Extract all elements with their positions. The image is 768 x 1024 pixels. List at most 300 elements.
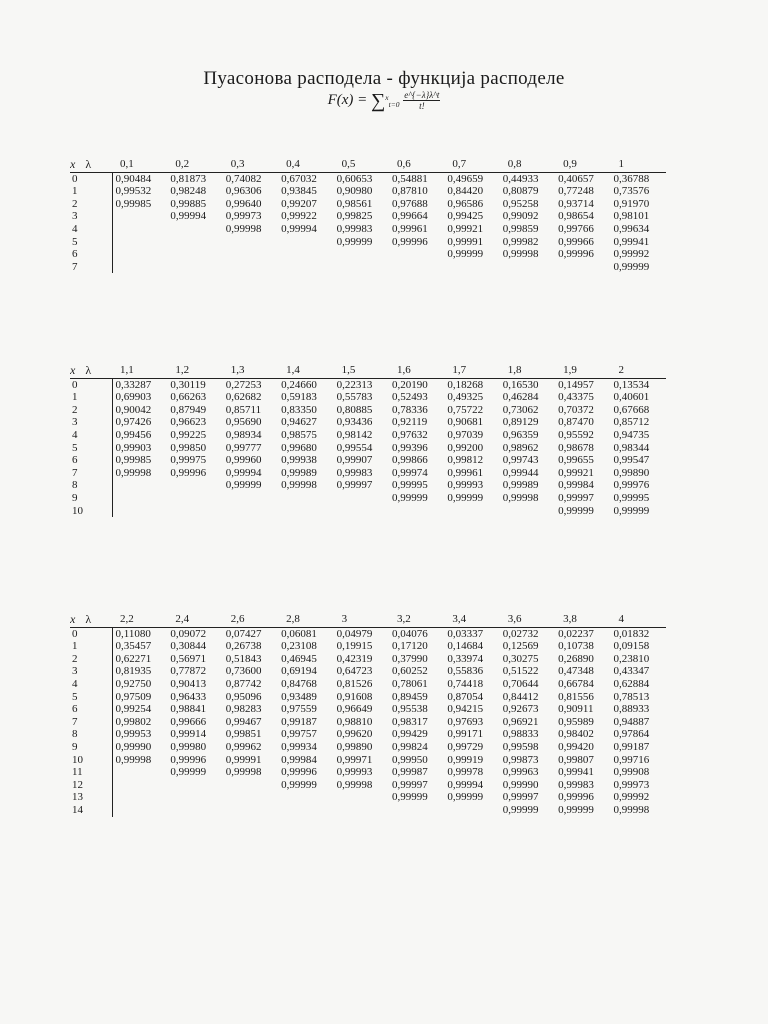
probability-cell: 0,99999 bbox=[281, 778, 317, 791]
probability-cell bbox=[167, 261, 222, 274]
probability-cell: 0,83350 bbox=[281, 403, 317, 416]
x-value: 13 bbox=[70, 791, 112, 804]
probability-cell: 0,99998 bbox=[281, 479, 317, 492]
probability-cell: 0,33974 bbox=[447, 652, 484, 665]
probability-cell: 0,78513 bbox=[613, 690, 650, 703]
probability-cell: 0,99974 bbox=[391, 466, 428, 479]
probability-cell: 0,78336 bbox=[391, 403, 428, 416]
probability-cell bbox=[334, 804, 389, 817]
probability-cell: 0,99187 bbox=[281, 715, 317, 728]
probability-cell: 0,99547 bbox=[613, 454, 650, 467]
probability-cell: 0,98344 bbox=[613, 441, 650, 454]
probability-cell: 0,46945 bbox=[281, 652, 317, 665]
probability-cell: 0,99989 bbox=[281, 466, 317, 479]
sum-lower-limit: t=0 bbox=[388, 99, 400, 109]
probability-cell: 0,99532 bbox=[115, 185, 152, 198]
lambda-header: 0,5 bbox=[334, 158, 389, 172]
probability-cell: 0,55836 bbox=[447, 665, 484, 678]
lambda-header: 0,8 bbox=[500, 158, 555, 172]
table-row bbox=[70, 627, 666, 640]
x-value: 0 bbox=[70, 378, 112, 391]
probability-cell: 0,90911 bbox=[558, 703, 594, 716]
probability-cell: 0,99983 bbox=[336, 466, 373, 479]
poisson-table-1 bbox=[70, 158, 666, 273]
probability-cell: 0,73576 bbox=[613, 185, 650, 198]
probability-cell bbox=[223, 236, 278, 249]
probability-cell: 0,99092 bbox=[502, 210, 539, 223]
probability-cell: 0,67032 bbox=[281, 172, 317, 185]
probability-cell bbox=[334, 261, 389, 274]
poisson-cdf-table bbox=[70, 613, 666, 817]
poisson-table-2 bbox=[70, 364, 666, 517]
x-value: 1 bbox=[70, 185, 112, 198]
probability-cell bbox=[167, 505, 222, 518]
probability-cell bbox=[223, 804, 278, 817]
probability-cell: 0,73062 bbox=[502, 403, 539, 416]
probability-cell: 0,99961 bbox=[447, 466, 484, 479]
probability-cell: 0,98810 bbox=[336, 715, 373, 728]
probability-cell bbox=[223, 248, 278, 261]
probability-cell: 0,99973 bbox=[613, 778, 650, 791]
probability-cell: 0,27253 bbox=[225, 378, 262, 391]
lambda-header: 3,2 bbox=[389, 613, 444, 627]
x-value: 0 bbox=[70, 627, 112, 640]
probability-cell: 0,96306 bbox=[225, 185, 262, 198]
formula-numerator: e^{−λ}λ^t bbox=[404, 90, 440, 101]
table-row bbox=[70, 492, 666, 505]
lambda-header: 0,3 bbox=[223, 158, 278, 172]
probability-cell: 0,81935 bbox=[115, 665, 152, 678]
probability-cell: 0,99994 bbox=[170, 210, 207, 223]
probability-cell: 0,98142 bbox=[336, 428, 373, 441]
x-value: 1 bbox=[70, 391, 112, 404]
probability-cell: 0,97039 bbox=[447, 428, 484, 441]
probability-cell: 0,99999 bbox=[225, 479, 262, 492]
cdf-formula bbox=[0, 90, 768, 113]
probability-cell: 0,99921 bbox=[558, 466, 594, 479]
probability-cell: 0,99984 bbox=[558, 479, 594, 492]
probability-cell: 0,93489 bbox=[281, 690, 317, 703]
probability-cell: 0,62682 bbox=[225, 391, 262, 404]
formula-lhs: F(x) = bbox=[327, 92, 368, 108]
probability-cell: 0,93714 bbox=[558, 197, 594, 210]
probability-cell: 0,62884 bbox=[613, 677, 650, 690]
probability-cell: 0,99866 bbox=[391, 454, 428, 467]
sum-symbol: ∑ bbox=[371, 90, 386, 112]
probability-cell: 0,99885 bbox=[170, 197, 207, 210]
probability-cell bbox=[112, 505, 167, 518]
x-value: 11 bbox=[70, 766, 112, 779]
probability-cell bbox=[167, 248, 222, 261]
header-row bbox=[70, 613, 666, 627]
probability-cell: 0,99999 bbox=[336, 235, 373, 248]
probability-cell: 0,84768 bbox=[281, 677, 317, 690]
x-value: 12 bbox=[70, 779, 112, 792]
probability-cell: 0,99666 bbox=[170, 715, 207, 728]
probability-cell: 0,99999 bbox=[558, 803, 594, 816]
x-value: 9 bbox=[70, 492, 112, 505]
probability-cell: 0,02732 bbox=[502, 627, 539, 640]
x-symbol: x bbox=[70, 158, 76, 171]
probability-cell: 0,99873 bbox=[502, 753, 539, 766]
x-value: 4 bbox=[70, 223, 112, 236]
x-value: 8 bbox=[70, 728, 112, 741]
x-value: 10 bbox=[70, 505, 112, 518]
probability-cell: 0,99996 bbox=[558, 248, 594, 261]
probability-cell: 0,80885 bbox=[336, 403, 373, 416]
probability-cell: 0,99999 bbox=[447, 791, 484, 804]
header-row bbox=[70, 364, 666, 378]
probability-cell: 0,99655 bbox=[558, 454, 594, 467]
probability-cell: 0,99200 bbox=[447, 441, 484, 454]
probability-cell: 0,99396 bbox=[391, 441, 428, 454]
probability-cell bbox=[112, 766, 167, 779]
probability-cell: 0,94215 bbox=[447, 703, 484, 716]
lambda-header: 0,4 bbox=[278, 158, 333, 172]
probability-cell: 0,97688 bbox=[391, 197, 428, 210]
probability-cell: 0,01832 bbox=[613, 627, 650, 640]
table-row bbox=[70, 640, 666, 653]
page-title: Пуасонова расподела - функција расподеле bbox=[203, 68, 565, 89]
probability-cell: 0,92750 bbox=[115, 677, 152, 690]
probability-cell: 0,99425 bbox=[447, 210, 484, 223]
probability-cell: 0,99716 bbox=[613, 753, 650, 766]
probability-cell: 0,03337 bbox=[447, 627, 484, 640]
probability-cell: 0,84420 bbox=[447, 185, 484, 198]
probability-cell: 0,99962 bbox=[225, 740, 262, 753]
probability-cell: 0,99999 bbox=[613, 504, 650, 517]
probability-cell bbox=[167, 223, 222, 236]
table-row bbox=[70, 505, 666, 518]
x-value: 14 bbox=[70, 804, 112, 817]
probability-cell: 0,35457 bbox=[115, 640, 152, 653]
probability-cell: 0,81873 bbox=[170, 172, 207, 185]
probability-cell: 0,17120 bbox=[391, 640, 428, 653]
probability-cell: 0,99953 bbox=[115, 728, 152, 741]
x-value: 2 bbox=[70, 198, 112, 211]
probability-cell: 0,42319 bbox=[336, 652, 373, 665]
probability-cell: 0,90484 bbox=[115, 172, 152, 185]
probability-cell: 0,99997 bbox=[336, 479, 373, 492]
probability-cell: 0,99999 bbox=[447, 491, 484, 504]
table-row bbox=[70, 779, 666, 792]
table-row bbox=[70, 467, 666, 480]
probability-cell: 0,96921 bbox=[502, 715, 539, 728]
table-row bbox=[70, 653, 666, 666]
probability-cell: 0,99975 bbox=[170, 454, 207, 467]
probability-cell: 0,99998 bbox=[613, 803, 650, 816]
probability-cell: 0,14684 bbox=[447, 640, 484, 653]
x-value: 1 bbox=[70, 640, 112, 653]
probability-cell: 0,99908 bbox=[613, 766, 650, 779]
lambda-header: 2,6 bbox=[223, 613, 278, 627]
lambda-header: 1,4 bbox=[278, 364, 333, 378]
header-row bbox=[70, 158, 666, 172]
probability-cell: 0,91970 bbox=[613, 197, 650, 210]
probability-cell: 0,97632 bbox=[391, 428, 428, 441]
probability-cell: 0,99812 bbox=[447, 454, 484, 467]
table-row bbox=[70, 691, 666, 704]
x-symbol: x bbox=[70, 364, 76, 377]
probability-cell: 0,99743 bbox=[502, 454, 539, 467]
probability-cell: 0,99998 bbox=[502, 491, 539, 504]
lambda-header: 1,2 bbox=[167, 364, 222, 378]
probability-cell: 0,91608 bbox=[336, 690, 373, 703]
probability-cell: 0,99999 bbox=[613, 260, 650, 273]
probability-cell: 0,98317 bbox=[391, 715, 428, 728]
lambda-header: 0,2 bbox=[167, 158, 222, 172]
probability-cell: 0,94627 bbox=[281, 416, 317, 429]
probability-cell bbox=[389, 804, 444, 817]
probability-cell: 0,99554 bbox=[336, 441, 373, 454]
x-value: 7 bbox=[70, 716, 112, 729]
probability-cell: 0,30844 bbox=[170, 640, 207, 653]
probability-cell: 0,99998 bbox=[225, 766, 262, 779]
probability-cell: 0,75722 bbox=[447, 403, 484, 416]
probability-cell: 0,09158 bbox=[613, 640, 650, 653]
probability-cell: 0,23108 bbox=[281, 640, 317, 653]
x-value: 6 bbox=[70, 703, 112, 716]
probability-cell: 0,99995 bbox=[391, 479, 428, 492]
probability-cell bbox=[112, 791, 167, 804]
x-value: 2 bbox=[70, 404, 112, 417]
probability-cell: 0,98841 bbox=[170, 703, 207, 716]
probability-cell: 0,99994 bbox=[281, 222, 317, 235]
probability-cell: 0,99171 bbox=[447, 728, 484, 741]
probability-cell bbox=[334, 492, 389, 505]
probability-cell: 0,60252 bbox=[391, 665, 428, 678]
probability-cell: 0,78061 bbox=[391, 677, 428, 690]
probability-cell: 0,99807 bbox=[558, 753, 594, 766]
probability-cell: 0,99998 bbox=[336, 778, 373, 791]
probability-cell: 0,26738 bbox=[225, 640, 262, 653]
probability-cell: 0,26890 bbox=[558, 652, 594, 665]
probability-cell bbox=[444, 804, 499, 817]
probability-cell: 0,99187 bbox=[613, 740, 650, 753]
probability-cell: 0,99999 bbox=[391, 791, 428, 804]
probability-cell: 0,85711 bbox=[225, 403, 262, 416]
probability-cell: 0,99944 bbox=[502, 466, 539, 479]
probability-cell: 0,10738 bbox=[558, 640, 594, 653]
probability-cell: 0,09072 bbox=[170, 627, 207, 640]
probability-cell: 0,40657 bbox=[558, 172, 594, 185]
probability-cell: 0,89459 bbox=[391, 690, 428, 703]
probability-cell: 0,99777 bbox=[225, 441, 262, 454]
table-row bbox=[70, 223, 666, 236]
table-row bbox=[70, 391, 666, 404]
probability-cell: 0,99919 bbox=[447, 753, 484, 766]
probability-cell: 0,99921 bbox=[447, 222, 484, 235]
lambda-symbol: λ bbox=[85, 364, 92, 377]
probability-cell: 0,51843 bbox=[225, 652, 262, 665]
lambda-header: 0,1 bbox=[112, 158, 167, 172]
probability-cell: 0,99994 bbox=[447, 778, 484, 791]
x-value: 10 bbox=[70, 754, 112, 767]
probability-cell: 0,99963 bbox=[502, 766, 539, 779]
probability-cell bbox=[223, 779, 278, 792]
probability-cell: 0,04076 bbox=[391, 627, 428, 640]
probability-cell: 0,99996 bbox=[281, 766, 317, 779]
probability-cell: 0,99996 bbox=[391, 235, 428, 248]
probability-cell: 0,99907 bbox=[336, 454, 373, 467]
probability-cell: 0,62271 bbox=[115, 652, 152, 665]
probability-cell: 0,95096 bbox=[225, 690, 262, 703]
probability-cell: 0,96586 bbox=[447, 197, 484, 210]
x-value: 0 bbox=[70, 172, 112, 185]
x-value: 6 bbox=[70, 248, 112, 261]
x-value: 3 bbox=[70, 665, 112, 678]
probability-cell: 0,33287 bbox=[115, 378, 152, 391]
probability-cell bbox=[500, 261, 555, 274]
probability-cell: 0,99990 bbox=[502, 778, 539, 791]
probability-cell: 0,69194 bbox=[281, 665, 317, 678]
table-row bbox=[70, 454, 666, 467]
probability-cell bbox=[223, 492, 278, 505]
table-row bbox=[70, 248, 666, 261]
probability-cell: 0,98575 bbox=[281, 428, 317, 441]
lambda-header: 0,9 bbox=[555, 158, 610, 172]
probability-cell: 0,99960 bbox=[225, 454, 262, 467]
probability-cell bbox=[223, 791, 278, 804]
table-row bbox=[70, 766, 666, 779]
table-row bbox=[70, 236, 666, 249]
probability-cell bbox=[167, 479, 222, 492]
probability-cell: 0,85712 bbox=[613, 416, 650, 429]
probability-cell: 0,77872 bbox=[170, 665, 207, 678]
probability-cell: 0,96623 bbox=[170, 416, 207, 429]
probability-cell: 0,11080 bbox=[115, 627, 151, 640]
probability-cell: 0,70372 bbox=[558, 403, 594, 416]
probability-cell: 0,99420 bbox=[558, 740, 594, 753]
probability-cell: 0,99995 bbox=[613, 491, 650, 504]
probability-cell: 0,99991 bbox=[447, 235, 484, 248]
probability-cell: 0,99941 bbox=[613, 235, 650, 248]
table-row bbox=[70, 716, 666, 729]
probability-cell: 0,02237 bbox=[558, 627, 594, 640]
lambda-header: 1,5 bbox=[334, 364, 389, 378]
probability-cell: 0,04979 bbox=[336, 627, 373, 640]
probability-cell bbox=[112, 261, 167, 274]
table-row bbox=[70, 404, 666, 417]
probability-cell: 0,99824 bbox=[391, 740, 428, 753]
probability-cell: 0,95690 bbox=[225, 416, 262, 429]
probability-cell: 0,36788 bbox=[613, 172, 650, 185]
probability-cell: 0,99456 bbox=[115, 428, 152, 441]
probability-cell: 0,99467 bbox=[225, 715, 262, 728]
probability-cell: 0,98654 bbox=[558, 210, 594, 223]
probability-cell: 0,07427 bbox=[225, 627, 262, 640]
probability-cell: 0,84412 bbox=[502, 690, 539, 703]
probability-cell bbox=[500, 505, 555, 518]
probability-cell: 0,99993 bbox=[447, 479, 484, 492]
probability-cell: 0,99254 bbox=[115, 703, 152, 716]
probability-cell: 0,99859 bbox=[502, 222, 539, 235]
probability-cell: 0,99680 bbox=[281, 441, 317, 454]
probability-cell: 0,97693 bbox=[447, 715, 484, 728]
x-value: 9 bbox=[70, 741, 112, 754]
probability-cell: 0,87742 bbox=[225, 677, 262, 690]
probability-cell: 0,20190 bbox=[391, 378, 428, 391]
probability-cell: 0,99802 bbox=[115, 715, 152, 728]
probability-cell: 0,81526 bbox=[336, 677, 373, 690]
table-row bbox=[70, 665, 666, 678]
probability-cell: 0,99850 bbox=[170, 441, 207, 454]
probability-cell: 0,99825 bbox=[336, 210, 373, 223]
probability-cell: 0,98283 bbox=[225, 703, 262, 716]
probability-cell: 0,80879 bbox=[502, 185, 539, 198]
x-value: 5 bbox=[70, 691, 112, 704]
lambda-header: 4 bbox=[611, 613, 666, 627]
probability-cell: 0,87470 bbox=[558, 416, 594, 429]
probability-cell: 0,98101 bbox=[613, 210, 650, 223]
probability-cell: 0,99998 bbox=[225, 222, 262, 235]
table-row bbox=[70, 261, 666, 274]
probability-cell bbox=[167, 779, 222, 792]
probability-cell bbox=[167, 804, 222, 817]
table-row bbox=[70, 703, 666, 716]
probability-cell: 0,95258 bbox=[502, 197, 539, 210]
probability-cell bbox=[389, 505, 444, 518]
probability-cell: 0,88933 bbox=[613, 703, 650, 716]
probability-cell: 0,99985 bbox=[115, 454, 152, 467]
probability-cell: 0,18268 bbox=[447, 378, 484, 391]
probability-cell: 0,98402 bbox=[558, 728, 594, 741]
x-value: 6 bbox=[70, 454, 112, 467]
probability-cell bbox=[278, 804, 333, 817]
probability-cell: 0,87810 bbox=[391, 185, 428, 198]
probability-cell: 0,56971 bbox=[170, 652, 207, 665]
probability-cell: 0,37990 bbox=[391, 652, 428, 665]
table-row bbox=[70, 754, 666, 767]
probability-cell: 0,99757 bbox=[281, 728, 317, 741]
probability-cell: 0,99634 bbox=[613, 222, 650, 235]
probability-cell: 0,99990 bbox=[115, 740, 152, 753]
probability-cell: 0,12569 bbox=[502, 640, 539, 653]
x-value: 7 bbox=[70, 261, 112, 274]
probability-cell: 0,99903 bbox=[115, 441, 152, 454]
table-row bbox=[70, 210, 666, 223]
probability-cell: 0,99991 bbox=[225, 753, 262, 766]
probability-cell bbox=[223, 261, 278, 274]
probability-cell: 0,96359 bbox=[502, 428, 539, 441]
probability-cell: 0,99989 bbox=[502, 479, 539, 492]
probability-cell: 0,99620 bbox=[336, 728, 373, 741]
probability-cell: 0,99992 bbox=[613, 791, 650, 804]
probability-cell bbox=[112, 248, 167, 261]
probability-cell: 0,99983 bbox=[558, 778, 594, 791]
probability-cell: 0,74082 bbox=[225, 172, 262, 185]
table-row bbox=[70, 429, 666, 442]
probability-cell: 0,99998 bbox=[115, 466, 152, 479]
lambda-header: 1,3 bbox=[223, 364, 278, 378]
probability-cell: 0,99987 bbox=[391, 766, 428, 779]
probability-cell: 0,40601 bbox=[613, 391, 650, 404]
probability-cell: 0,74418 bbox=[447, 677, 484, 690]
probability-cell bbox=[278, 505, 333, 518]
probability-cell bbox=[167, 791, 222, 804]
probability-cell: 0,52493 bbox=[391, 391, 428, 404]
probability-cell: 0,99999 bbox=[558, 504, 594, 517]
probability-cell: 0,90681 bbox=[447, 416, 484, 429]
probability-cell: 0,99890 bbox=[336, 740, 373, 753]
probability-cell bbox=[444, 505, 499, 518]
probability-cell bbox=[112, 804, 167, 817]
probability-cell bbox=[167, 492, 222, 505]
probability-cell: 0,97864 bbox=[613, 728, 650, 741]
lambda-header: 0,7 bbox=[444, 158, 499, 172]
probability-cell bbox=[278, 791, 333, 804]
probability-cell: 0,99664 bbox=[391, 210, 428, 223]
